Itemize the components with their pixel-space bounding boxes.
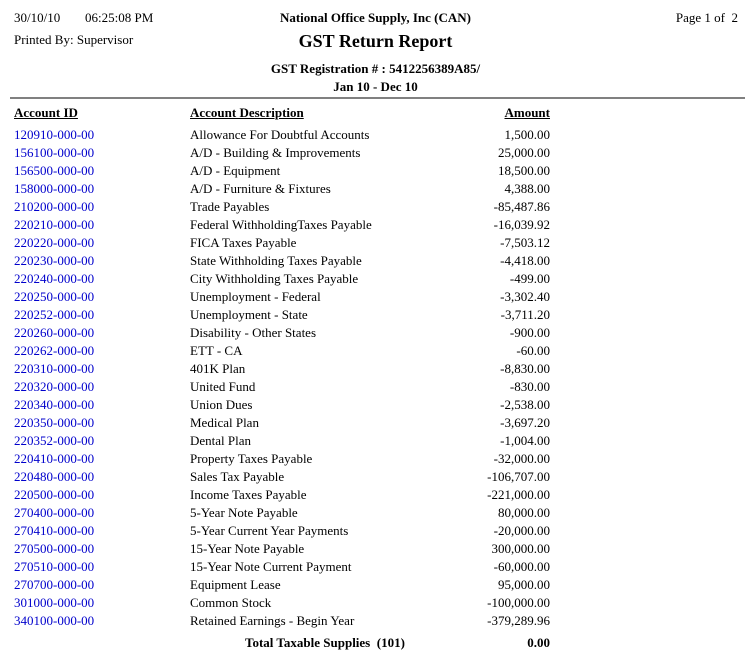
account-description: Retained Earnings - Begin Year xyxy=(190,613,355,628)
report-date: 30/10/10 xyxy=(14,10,61,25)
account-description: Allowance For Doubtful Accounts xyxy=(190,127,370,142)
table-row xyxy=(14,612,550,630)
account-amount: 300,000.00 xyxy=(491,541,550,556)
account-id-link[interactable]: 158000-000-00 xyxy=(14,181,95,196)
account-amount: -3,711.20 xyxy=(500,307,550,322)
account-id-link[interactable]: 220210-000-00 xyxy=(14,217,95,232)
table-row xyxy=(14,180,550,198)
account-amount: 18,500.00 xyxy=(498,163,550,178)
table-header-row xyxy=(14,105,550,126)
column-header-description: Account Description xyxy=(190,105,304,120)
account-amount: 80,000.00 xyxy=(498,505,550,520)
table-row xyxy=(14,324,550,342)
account-id-link[interactable]: 220500-000-00 xyxy=(14,487,95,502)
column-header-account-id: Account ID xyxy=(14,105,78,120)
account-amount: -60,000.00 xyxy=(493,559,550,574)
account-id-link[interactable]: 220350-000-00 xyxy=(14,415,95,430)
table-row xyxy=(14,450,550,468)
account-amount: 4,388.00 xyxy=(504,181,550,196)
account-description: 401K Plan xyxy=(190,361,246,376)
table-row xyxy=(14,504,550,522)
account-description: Equipment Lease xyxy=(190,577,281,592)
account-amount: -2,538.00 xyxy=(500,397,550,412)
table-row xyxy=(14,576,550,594)
account-amount: -499.00 xyxy=(509,271,550,286)
table-row xyxy=(14,360,550,378)
account-amount: -379,289.96 xyxy=(487,613,550,628)
account-description: City Withholding Taxes Payable xyxy=(190,271,359,286)
report-title: GST Return Report xyxy=(298,31,453,51)
account-description: Common Stock xyxy=(190,595,272,610)
account-amount: 25,000.00 xyxy=(498,145,550,160)
table-row xyxy=(14,594,550,612)
account-id-link[interactable]: 270700-000-00 xyxy=(14,577,95,592)
account-amount: -60.00 xyxy=(516,343,550,358)
account-id-link[interactable]: 270500-000-00 xyxy=(14,541,95,556)
account-id-link[interactable]: 340100-000-00 xyxy=(14,613,95,628)
account-description: Trade Payables xyxy=(190,199,270,214)
account-id-link[interactable]: 220352-000-00 xyxy=(14,433,95,448)
account-description: FICA Taxes Payable xyxy=(190,235,297,250)
account-amount: -830.00 xyxy=(509,379,550,394)
account-description: Unemployment - Federal xyxy=(190,289,321,304)
account-id-link[interactable]: 220260-000-00 xyxy=(14,325,95,340)
account-id-link[interactable]: 220262-000-00 xyxy=(14,343,95,358)
account-id-link[interactable]: 220250-000-00 xyxy=(14,289,95,304)
gst-registration: GST Registration # : 5412256389A85/ xyxy=(270,61,481,76)
account-id-link[interactable]: 156100-000-00 xyxy=(14,145,95,160)
total-row xyxy=(14,634,550,652)
account-description: A/D - Equipment xyxy=(190,163,281,178)
table-row xyxy=(14,378,550,396)
account-description: Federal WithholdingTaxes Payable xyxy=(190,217,372,232)
account-id-link[interactable]: 220310-000-00 xyxy=(14,361,95,376)
account-id-link[interactable]: 220252-000-00 xyxy=(14,307,95,322)
account-description: Property Taxes Payable xyxy=(190,451,313,466)
account-id-link[interactable]: 270400-000-00 xyxy=(14,505,95,520)
total-amount: 0.00 xyxy=(527,635,550,650)
account-amount: -900.00 xyxy=(509,325,550,340)
account-id-link[interactable]: 220410-000-00 xyxy=(14,451,95,466)
account-amount: -3,697.20 xyxy=(500,415,550,430)
table-row xyxy=(14,396,550,414)
account-description: State Withholding Taxes Payable xyxy=(190,253,362,268)
report-period: Jan 10 - Dec 10 xyxy=(333,79,418,94)
table-row xyxy=(14,144,550,162)
account-id-link[interactable]: 220230-000-00 xyxy=(14,253,95,268)
table-row xyxy=(14,540,550,558)
account-description: 15-Year Note Current Payment xyxy=(190,559,352,574)
account-amount: -85,487.86 xyxy=(493,199,550,214)
column-header-amount: Amount xyxy=(504,105,550,120)
account-amount: 1,500.00 xyxy=(504,127,550,142)
table-row xyxy=(14,342,550,360)
account-description: Union Dues xyxy=(190,397,253,412)
account-amount: -3,302.40 xyxy=(500,289,550,304)
account-description: Medical Plan xyxy=(190,415,259,430)
account-description: Dental Plan xyxy=(190,433,252,448)
account-amount: -32,000.00 xyxy=(493,451,550,466)
account-id-link[interactable]: 270510-000-00 xyxy=(14,559,95,574)
account-description: A/D - Furniture & Fixtures xyxy=(190,181,331,196)
table-row xyxy=(14,414,550,432)
account-id-link[interactable]: 220240-000-00 xyxy=(14,271,95,286)
account-id-link[interactable]: 120910-000-00 xyxy=(14,127,95,142)
table-row xyxy=(14,522,550,540)
account-description: Disability - Other States xyxy=(190,325,317,340)
report-time: 06:25:08 PM xyxy=(85,10,154,25)
account-amount: -221,000.00 xyxy=(487,487,550,502)
account-id-link[interactable]: 220340-000-00 xyxy=(14,397,95,412)
account-amount: -16,039.92 xyxy=(493,217,550,232)
account-id-link[interactable]: 301000-000-00 xyxy=(14,595,95,610)
table-row xyxy=(14,306,550,324)
table-row xyxy=(14,432,550,450)
account-description: 5-Year Note Payable xyxy=(190,505,298,520)
account-id-link[interactable]: 270410-000-00 xyxy=(14,523,95,538)
account-amount: -1,004.00 xyxy=(500,433,550,448)
table-row xyxy=(14,162,550,180)
header-divider xyxy=(10,97,745,99)
account-description: 15-Year Note Payable xyxy=(190,541,305,556)
company-name: National Office Supply, Inc (CAN) xyxy=(279,10,472,25)
account-amount: -4,418.00 xyxy=(500,253,550,268)
account-amount: 95,000.00 xyxy=(498,577,550,592)
table-row xyxy=(14,468,550,486)
account-description: A/D - Building & Improvements xyxy=(190,145,361,160)
table-row xyxy=(14,216,550,234)
account-id-link[interactable]: 156500-000-00 xyxy=(14,163,95,178)
account-amount: -20,000.00 xyxy=(493,523,550,538)
printed-by: Printed By: Supervisor xyxy=(14,32,134,47)
table-body xyxy=(14,126,550,630)
account-description: ETT - CA xyxy=(190,343,243,358)
table-row xyxy=(14,486,550,504)
account-amount: -100,000.00 xyxy=(487,595,550,610)
account-description: Sales Tax Payable xyxy=(190,469,285,484)
account-description: 5-Year Current Year Payments xyxy=(190,523,349,538)
page-number: Page 1 of 2 xyxy=(675,10,738,25)
account-description: United Fund xyxy=(190,379,256,394)
table-row xyxy=(14,252,550,270)
account-id-link[interactable]: 220220-000-00 xyxy=(14,235,95,250)
account-amount: -7,503.12 xyxy=(500,235,550,250)
table-row xyxy=(14,270,550,288)
table-row xyxy=(14,234,550,252)
table-row xyxy=(14,126,550,144)
account-description: Income Taxes Payable xyxy=(190,487,307,502)
account-id-link[interactable]: 220480-000-00 xyxy=(14,469,95,484)
table-row xyxy=(14,558,550,576)
account-id-link[interactable]: 220320-000-00 xyxy=(14,379,95,394)
table-row xyxy=(14,198,550,216)
account-amount: -8,830.00 xyxy=(500,361,550,376)
total-label: Total Taxable Supplies (101) xyxy=(245,635,405,650)
account-amount: -106,707.00 xyxy=(487,469,550,484)
account-description: Unemployment - State xyxy=(190,307,308,322)
table-row xyxy=(14,288,550,306)
account-id-link[interactable]: 210200-000-00 xyxy=(14,199,95,214)
report-table xyxy=(14,105,550,652)
